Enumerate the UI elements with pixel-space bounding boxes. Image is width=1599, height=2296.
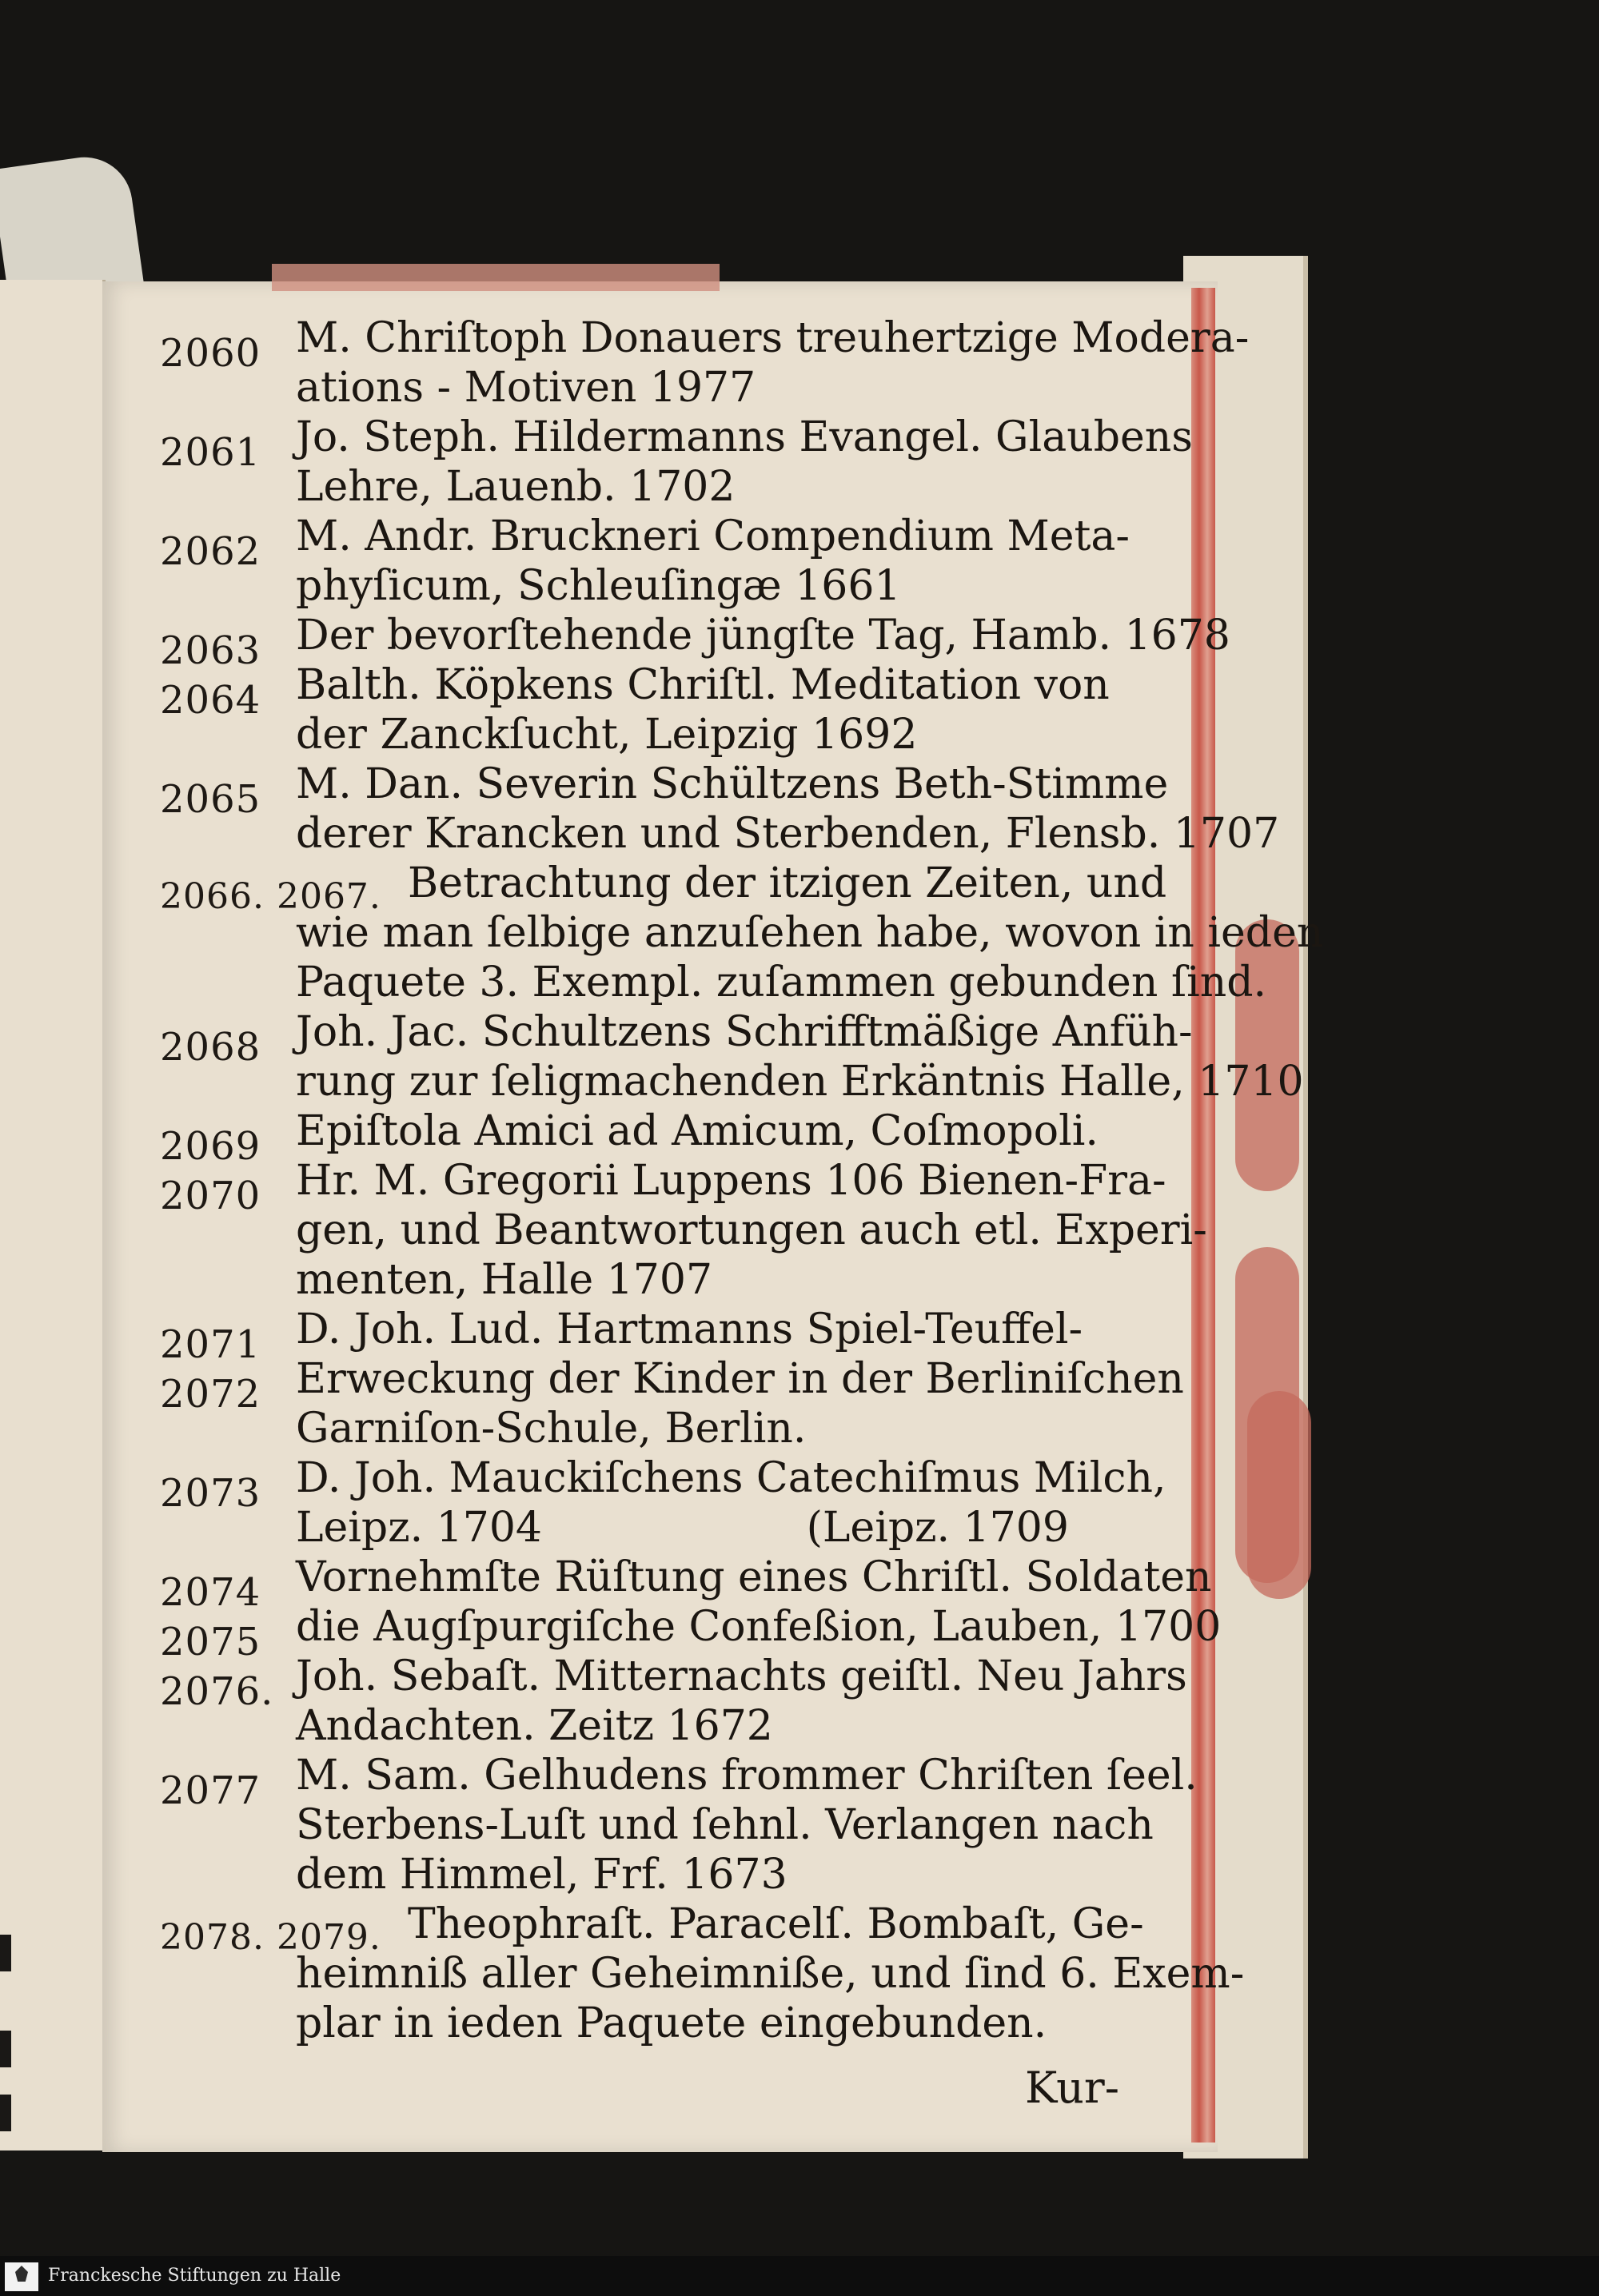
entry-line: gen, und Beantwortungen auch etl. Experi- xyxy=(296,1206,1207,1254)
entry-number: 2061 xyxy=(160,430,261,475)
entry-line: Sterbens-Luſt und ſehnl. Verlangen nach xyxy=(296,1801,1154,1849)
footer-credit: Franckesche Stiftungen zu Halle xyxy=(48,2266,341,2286)
entry-number: 2071 xyxy=(160,1322,261,1367)
left-margin-mark xyxy=(0,2031,11,2067)
entry-number: 2076. xyxy=(160,1669,274,1714)
left-margin-mark xyxy=(0,2095,11,2131)
entry-line: rung zur ſeligmachenden Erkäntnis Halle, 1710 xyxy=(296,1058,1304,1106)
entry-line: Garniſon-Schule, Berlin. xyxy=(296,1405,807,1453)
entry-line: Joh. Sebaſt. Mitternachts geiſtl. Neu Jahrs xyxy=(296,1652,1187,1700)
entry-line: Erweckung der Kinder in der Berliniſchen xyxy=(296,1355,1184,1403)
left-margin-mark xyxy=(0,1935,11,1971)
entry-number: 2062 xyxy=(160,529,261,574)
entry-line: wie man ſelbige anzuſehen habe, wovon in ieden xyxy=(296,909,1324,957)
entry-line: Betrachtung der itzigen Zeiten, und xyxy=(408,859,1167,907)
entry-line: D. Joh. Mauckiſchens Catechiſmus Milch, xyxy=(296,1454,1166,1502)
entry-line: Joh. Jac. Schultzens Schrifftmäßige Anfüh- xyxy=(296,1008,1193,1056)
catalog-entry xyxy=(160,313,1250,413)
entry-number: 2065 xyxy=(160,777,261,822)
catalog-entry xyxy=(160,859,1324,1007)
entry-line: Andachten. Zeitz 1672 xyxy=(296,1702,773,1750)
entry-line: M. Chriſtoph Donauers treuhertzige Modera- xyxy=(296,314,1250,362)
catalog-entry xyxy=(160,1652,1191,1751)
entry-line: D. Joh. Lud. Hartmanns Spiel-Teuffel- xyxy=(296,1305,1083,1353)
catalog-entry xyxy=(160,759,1280,859)
entry-line: Paquete 3. Exempl. zuſammen gebunden ſind. xyxy=(296,959,1267,1006)
red-stain xyxy=(1247,1391,1311,1599)
entry-line: M. Dan. Severin Schültzens Beth-Stimme xyxy=(296,760,1169,808)
entry-line: ations - Motiven 1977 xyxy=(296,364,756,412)
entry-number: 2073 xyxy=(160,1471,261,1516)
entry-number: 2069 xyxy=(160,1124,261,1169)
entry-line: Hr. M. Gregorii Luppens 106 Bienen-Fra- xyxy=(296,1157,1166,1205)
entry-line: der Zanckſucht, Leipzig 1692 xyxy=(296,711,918,759)
catalog-entry xyxy=(160,1106,1191,1169)
entry-number: 2063 xyxy=(160,628,261,673)
foundation-logo-icon xyxy=(5,2262,38,2291)
catalog-entry xyxy=(160,1553,1212,1615)
entry-line: phyſicum, Schleuſingæ 1661 xyxy=(296,562,901,610)
entry-line: heimniß aller Geheimniße, und ſind 6. Exem- xyxy=(296,1950,1245,1998)
catalog-entry xyxy=(160,1156,1207,1305)
entry-line: die Augſpurgiſche Confeßion, Lauben, 1700 xyxy=(296,1603,1222,1651)
entry-number: 2070 xyxy=(160,1174,261,1218)
entry-number: 2075 xyxy=(160,1620,261,1664)
entry-number: 2060 xyxy=(160,331,261,376)
catalog-entry xyxy=(160,1007,1304,1106)
catalog-entry xyxy=(160,1354,1191,1453)
entry-number: 2068 xyxy=(160,1025,261,1070)
entry-line: Vornehmſte Rüſtung eines Chriſtl. Soldaten xyxy=(296,1553,1212,1601)
footer-bar xyxy=(0,2256,1599,2296)
catalog-entry xyxy=(160,611,1230,673)
catalog-entry xyxy=(160,1602,1222,1664)
entry-number: 2066. 2067. xyxy=(160,876,381,917)
catalog-entries xyxy=(160,313,1324,2048)
entry-number: 2078. 2079. xyxy=(160,1917,381,1958)
catalog-entry xyxy=(160,1751,1198,1899)
entry-line: Leipz. 1704 (Leipz. 1709 xyxy=(296,1504,1069,1552)
entry-line: Theophraſt. Paracelſ. Bombaſt, Ge- xyxy=(408,1900,1144,1948)
entry-line: derer Krancken und Sterbenden, Flensb. 1707 xyxy=(296,810,1280,858)
entry-line: Epiſtola Amici ad Amicum, Coſmopoli. xyxy=(296,1107,1099,1155)
entry-number: 2064 xyxy=(160,678,261,723)
entry-line: menten, Halle 1707 xyxy=(296,1256,713,1304)
entry-line: M. Andr. Bruckneri Compendium Meta- xyxy=(296,512,1130,560)
catalog-entry xyxy=(160,512,1191,611)
page-top-stain xyxy=(272,264,720,291)
catalog-entry xyxy=(160,1453,1191,1553)
entry-line: Jo. Steph. Hildermanns Evangel. Glaubens xyxy=(296,413,1193,461)
entry-number: 2074 xyxy=(160,1570,261,1615)
entry-line: Lehre, Lauenb. 1702 xyxy=(296,463,736,511)
entry-number: 2077 xyxy=(160,1768,261,1813)
entry-number: 2072 xyxy=(160,1372,261,1417)
catalog-entry xyxy=(160,1899,1245,2048)
entry-line: plar in ieden Paquete eingebunden. xyxy=(296,1999,1047,2047)
left-page-edge xyxy=(0,280,106,2151)
entry-line: M. Sam. Gelhudens frommer Chriſten ſeel. xyxy=(296,1752,1198,1800)
catchword: Kur- xyxy=(1025,2063,1119,2113)
entry-line: Der bevorſtehende jüngſte Tag, Hamb. 1678 xyxy=(296,612,1230,660)
catalog-entry xyxy=(160,1305,1191,1367)
entry-line: dem Himmel, Frf. 1673 xyxy=(296,1851,788,1899)
catalog-entry xyxy=(160,413,1191,512)
entry-line: Balth. Köpkens Chriſtl. Meditation von xyxy=(296,661,1110,709)
catalog-entry xyxy=(160,660,1191,759)
